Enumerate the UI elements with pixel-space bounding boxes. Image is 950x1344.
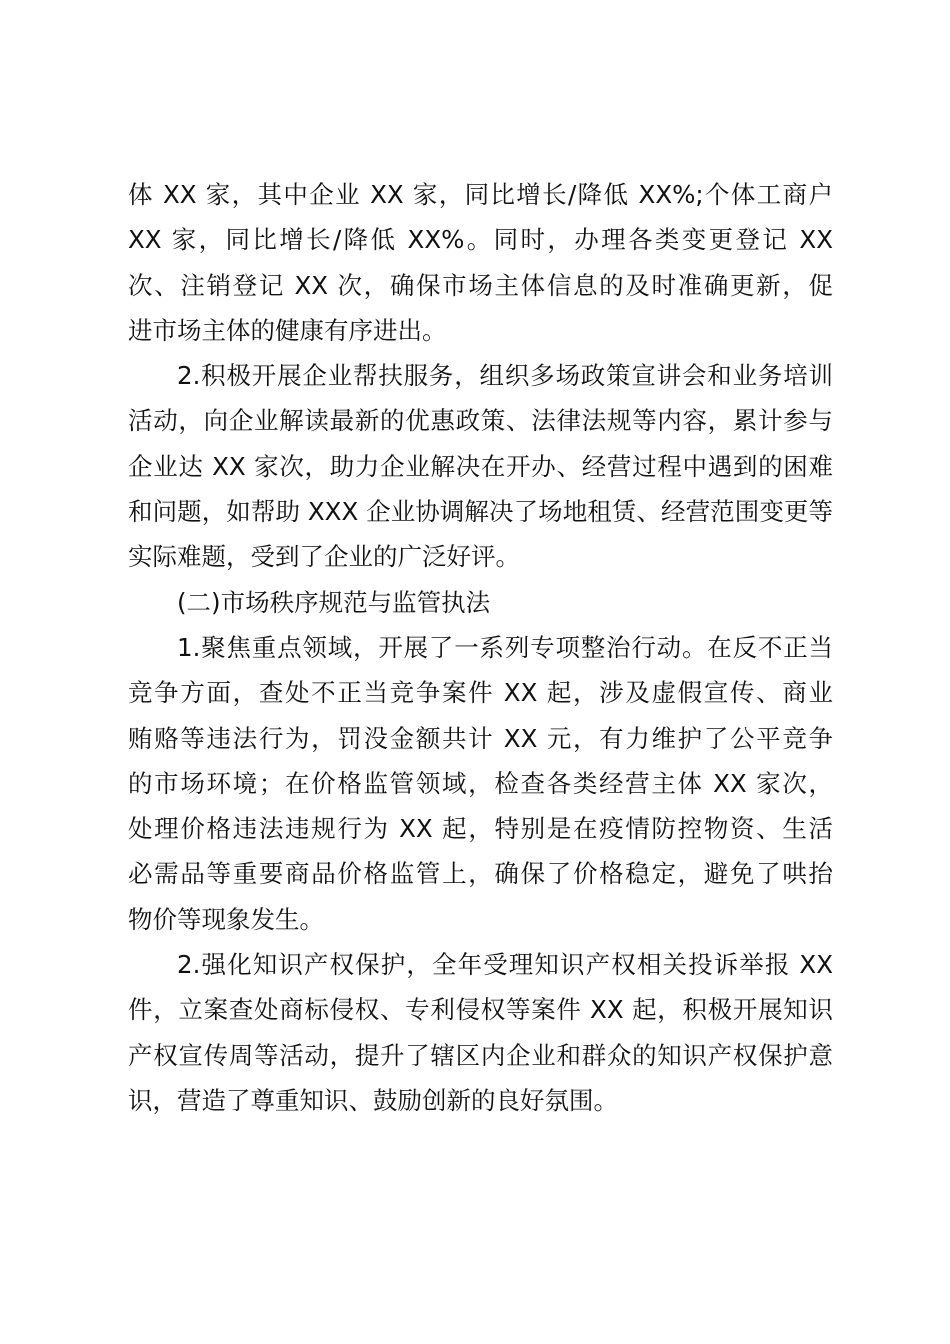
text-line: 竞争方面，查处不正当竞争案件 XX 起，涉及虚假宣传、商业: [128, 678, 833, 708]
text-line: 企业达 XX 家次，助力企业解决在开办、经营过程中遇到的困难: [128, 451, 833, 481]
text-line: 物价等现象发生。: [128, 904, 324, 934]
text-line: 处理价格违法违规行为 XX 起，特别是在疫情防控物资、生活: [128, 814, 833, 844]
text-line: 实际难题，受到了企业的广泛好评。: [128, 542, 520, 572]
heading-line: (二)市场秩序规范与监管执法: [177, 587, 491, 617]
text-line: 活动，向企业解读最新的优惠政策、法律法规等内容，累计参与: [128, 406, 833, 436]
paragraph-special-rectification: [128, 625, 833, 942]
text-line: 体 XX 家，其中企业 XX 家，同比增长/降低 XX%;个体工商户: [128, 180, 833, 209]
text-line: 次、注销登记 XX 次，确保市场主体信息的及时准确更新，促: [128, 270, 833, 300]
text-line: 件，立案查处商标侵权、专利侵权等案件 XX 起，积极开展知识: [128, 995, 833, 1025]
text-line: 贿赂等违法行为，罚没金额共计 XX 元，有力维护了公平竞争: [128, 723, 833, 753]
text-line: 和问题，如帮助 XXX 企业协调解决了场地租赁、经营范围变更等: [128, 497, 833, 527]
section-heading: [128, 580, 833, 625]
text-line: 1.聚焦重点领域，开展了一系列专项整治行动。在反不正当: [177, 632, 833, 662]
text-line: 识，营造了尊重知识、鼓励创新的良好氛围。: [128, 1085, 618, 1115]
text-line: XX 家，同比增长/降低 XX%。同时，办理各类变更登记 XX: [128, 225, 833, 255]
text-line: 2.积极开展企业帮扶服务，组织多场政策宣讲会和业务培训: [177, 361, 833, 391]
text-line: 的市场环境；在价格监管领域，检查各类经营主体 XX 家次，: [128, 768, 833, 798]
paragraph-market-registration: [128, 172, 833, 353]
text-line: 进市场主体的健康有序进出。: [128, 315, 447, 345]
document-body: [128, 172, 833, 1123]
paragraph-enterprise-support: [128, 353, 833, 579]
text-line: 必需品等重要商品价格监管上，确保了价格稳定，避免了哄抬: [128, 859, 833, 889]
paragraph-ip-protection: [128, 942, 833, 1123]
text-line: 2.强化知识产权保护，全年受理知识产权相关投诉举报 XX: [177, 950, 833, 980]
text-line: 产权宣传周等活动，提升了辖区内企业和群众的知识产权保护意: [128, 1040, 833, 1070]
